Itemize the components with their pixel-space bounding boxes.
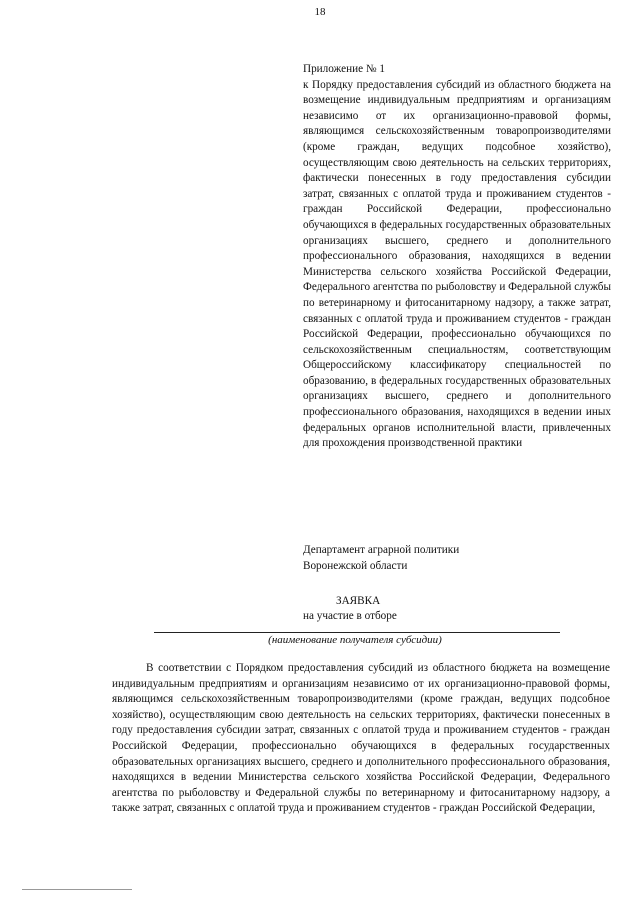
addressee-line-1: Департамент аграрной политики [303, 544, 460, 556]
recipient-name-caption: (наименование получателя субсидии) [268, 634, 442, 646]
application-title: ЗАЯВКА [336, 595, 381, 607]
page-number: 18 [314, 6, 326, 18]
recipient-name-line [154, 632, 560, 633]
addressee-block [303, 543, 459, 574]
application-subtitle: на участие в отборе [303, 610, 397, 622]
appendix-block [303, 62, 611, 452]
body-paragraph: В соответствии с Порядком предоставления субсидий из областного бюджета на возмещение индивидуальным предприятиям и организациям независимо от их организационно-правовой формы, являющимся сельскохозяйственным товаропроизводителями (кроме граждан, ведущих подсобное хозяйство), осуществляющим свою деятельность на сельских территориях, фактически понесенных в году предоставления субсидии затрат, связанных с оплатой труда и проживанием студентов - граждан Российской Федерации, профессионально обучающихся в федеральных государственных образовательных организациях высшего, среднего и дополнительного профессионального образования, находящихся в ведении Министерства сельского хозяйства Российской Федерации, Федерального агентства по рыболовству и Федеральной службы по ветеринарному и фитосанитарному надзору, а также затрат, связанных с оплатой труда и проживанием студентов - граждан Российской Федерации, [112, 662, 610, 815]
appendix-title: Приложение № 1 [303, 63, 385, 75]
footnote-separator [22, 889, 132, 890]
appendix-text: к Порядку предоставления субсидий из областного бюджета на возмещение индивидуальным предприятиям и организациям независимо от их организационно-правовой формы, являющимся сельскохозяйственным товаропроизводителями (кроме граждан, ведущих подсобное хозяйство), осуществляющим свою деятельность на сельских территориях, фактически понесенных в году предоставления субсидии затрат, связанных с оплатой труда и проживанием студентов - граждан Российской Федерации, профессионально обучающихся в федеральных государственных образовательных организациях высшего, среднего и дополнительного профессионального образования, находящихся в ведении Министерства сельского хозяйства Российской Федерации, Федерального агентства по рыболовству и Федеральной службы по ветеринарному и фитосанитарному надзору, а также затрат, связанных с оплатой труда и проживанием студентов - граждан Российской Федерации, профессионально обучающихся по сельскохозяйственным специальностям, соответствующим Общероссийскому классификатору специальностей по образованию, в федеральных государственных образовательных организациях высшего, среднего и дополнительного профессионального образования, находящихся в ведении иных федеральных органов исполнительной власти, привлеченных для прохождения производственной практики [303, 78, 611, 450]
addressee-line-2: Воронежской области [303, 559, 408, 572]
